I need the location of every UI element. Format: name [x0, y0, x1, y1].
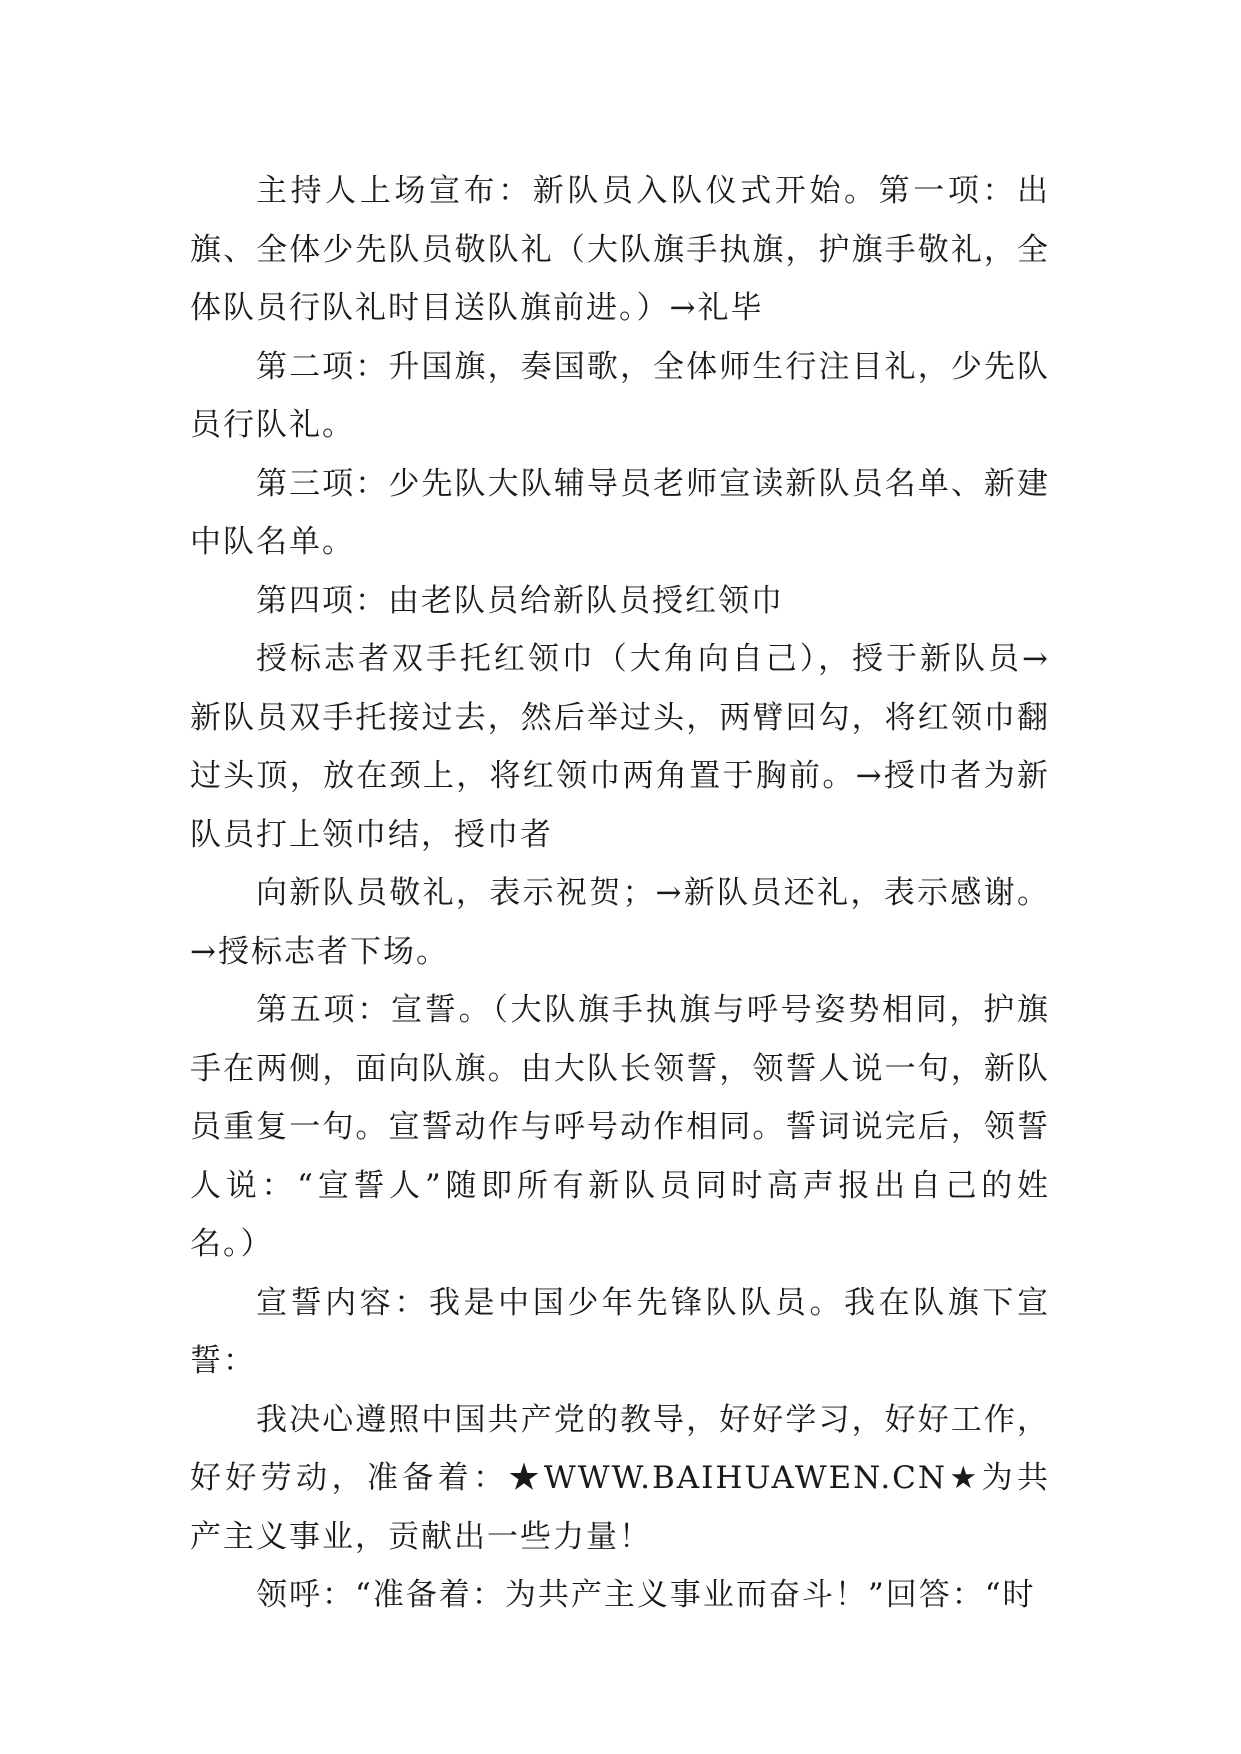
paragraph-salute-exchange: 向新队员敬礼，表示祝贺；→新队员还礼，表示感谢。→授标志者下场。 [190, 875, 1050, 970]
document-body [190, 162, 1050, 1625]
paragraph-item-three: 第三项：少先队大队辅导员老师宣读新队员名单、新建中队名单。 [190, 465, 1050, 560]
paragraph-oath-content: 宣誓内容：我是中国少年先锋队队员。我在队旗下宣誓： [190, 1284, 1050, 1379]
paragraph-opening-announcement: 主持人上场宣布：新队员入队仪式开始。第一项：出旗、全体少先队员敬队礼（大队旗手执旗，护旗手敬礼，全体队员行队礼时目送队旗前进。）→礼毕 [190, 173, 1050, 326]
paragraph-item-five-oath: 第五项：宣誓。（大队旗手执旗与呼号姿势相同，护旗手在两侧，面向队旗。由大队长领誓，领誓人说一句，新队员重复一句。宣誓动作与呼号动作相同。誓词说完后，领誓人说：“宣誓人”随即所有新队员同时高声报出自己的姓名。） [190, 992, 1050, 1262]
paragraph-item-two: 第二项：升国旗，奏国歌，全体师生行注目礼，少先队员行队礼。 [190, 348, 1050, 443]
paragraph-item-four: 第四项：由老队员给新队员授红领巾 [256, 582, 784, 619]
paragraph-scarf-procedure: 授标志者双手托红领巾（大角向自己），授于新队员→新队员双手托接过去，然后举过头，两臂回勾，将红领巾翻过头顶，放在颈上，将红领巾两角置于胸前。→授巾者为新队员打上领巾结，授巾者 [190, 641, 1050, 853]
paragraph-call-response: 领呼：“准备着：为共产主义事业而奋斗！”回答：“时 [256, 1577, 1036, 1613]
paragraph-oath-pledge: 我决心遵照中国共产党的教导，好好学习，好好工作，好好劳动，准备着：★WWW.BAIHUAWEN.CN★为共产主义事业，贡献出一些力量！ [190, 1401, 1050, 1555]
